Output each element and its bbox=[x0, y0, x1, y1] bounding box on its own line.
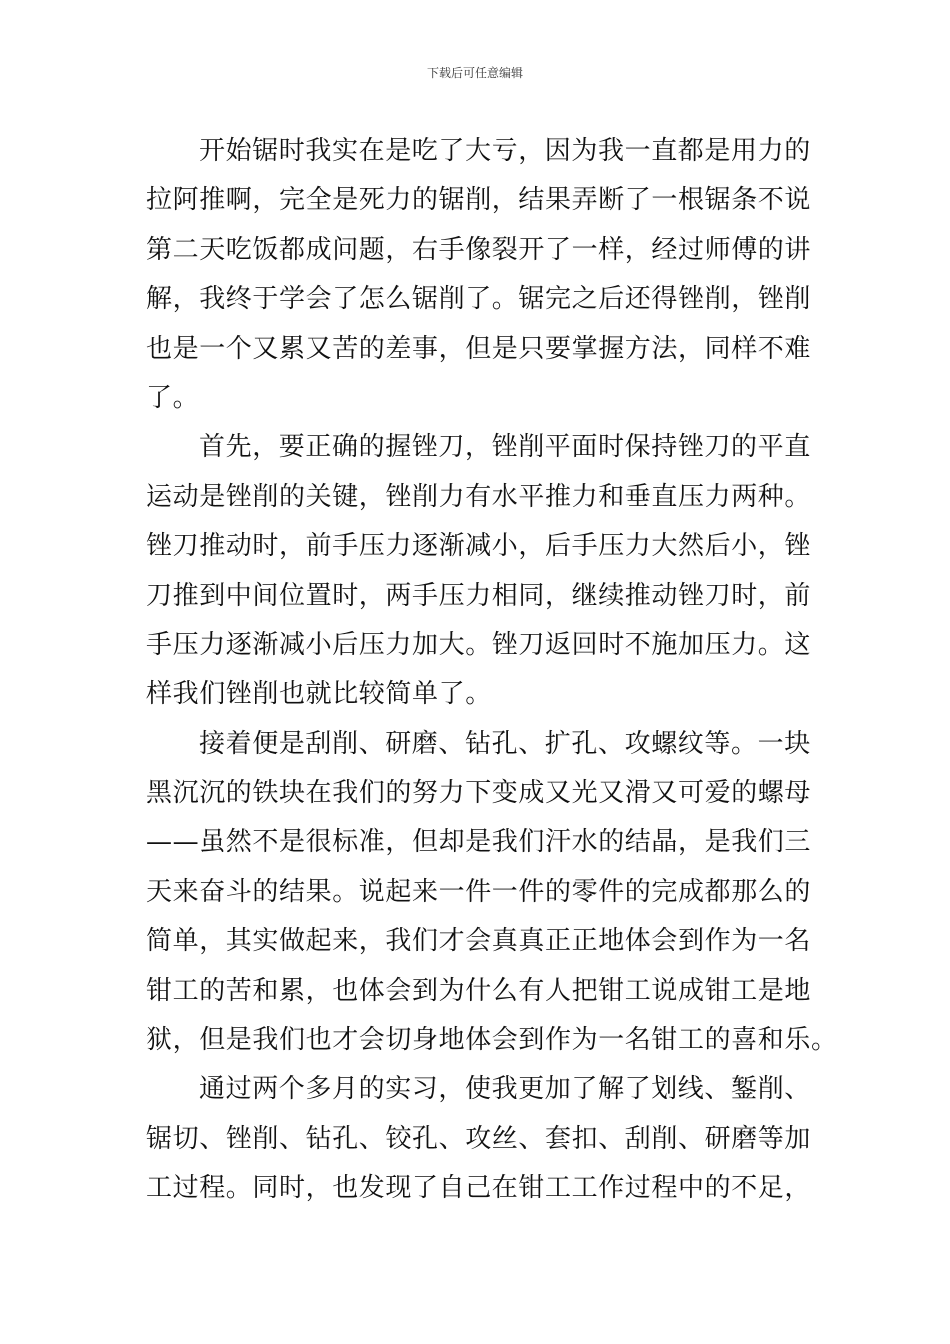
paragraph-1-line-4: 解，我终于学会了怎么锯削了。锯完之后还得锉削，锉削 bbox=[146, 284, 812, 315]
paragraph-3-line-6: 钳工的苦和累，也体会到为什么有人把钳工说成钳工是地 bbox=[146, 975, 812, 1006]
paragraph-3-line-7: 狱，但是我们也才会切身地体会到作为一名钳工的喜和乐。 bbox=[146, 1025, 838, 1056]
paragraph-3-line-3: ——虽然不是很标准，但却是我们汗水的结晶，是我们三 bbox=[146, 827, 812, 858]
paragraph-2-line-6: 样我们锉削也就比较简单了。 bbox=[146, 679, 492, 710]
paragraph-1-line-1: 开始锯时我实在是吃了大亏，因为我一直都是用力的 bbox=[199, 136, 811, 166]
document-body bbox=[146, 127, 838, 1214]
page-header-note: 下载后可任意编辑 bbox=[426, 66, 523, 80]
paragraph-3-line-4: 天来奋斗的结果。说起来一件一件的零件的完成都那么的 bbox=[146, 876, 812, 907]
paragraph-3-line-1: 接着便是刮削、研磨、钻孔、扩孔、攻螺纹等。一块 bbox=[199, 728, 811, 759]
paragraph-3-line-5: 简单，其实做起来，我们才会真真正正地体会到作为一名 bbox=[146, 926, 812, 957]
paragraph-4-line-3: 工过程。同时，也发现了自己在钳工工作过程中的不足， bbox=[146, 1173, 812, 1204]
paragraph-2-line-2: 运动是锉削的关键，锉削力有水平推力和垂直压力两种。 bbox=[146, 481, 812, 512]
paragraph-1-line-2: 拉阿推啊，完全是死力的锯削，结果弄断了一根锯条不说 bbox=[146, 185, 812, 216]
paragraph-1-line-3: 第二天吃饭都成问题，右手像裂开了一样，经过师傅的讲 bbox=[146, 234, 812, 265]
paragraph-2-line-1: 首先，要正确的握锉刀，锉削平面时保持锉刀的平直 bbox=[199, 432, 811, 463]
paragraph-4-line-2: 锯切、锉削、钻孔、铰孔、攻丝、套扣、刮削、研磨等加 bbox=[146, 1123, 812, 1154]
paragraph-3-line-2: 黑沉沉的铁块在我们的努力下变成又光又滑又可爱的螺母 bbox=[146, 778, 812, 809]
paragraph-2-line-4: 刀推到中间位置时，两手压力相同，继续推动锉刀时，前 bbox=[146, 580, 812, 611]
paragraph-2-line-3: 锉刀推动时，前手压力逐渐减小，后手压力大然后小，锉 bbox=[146, 531, 812, 562]
paragraph-4-line-1: 通过两个多月的实习，使我更加了解了划线、錾削、 bbox=[199, 1074, 811, 1105]
paragraph-2-line-5: 手压力逐渐减小后压力加大。锉刀返回时不施加压力。这 bbox=[146, 629, 812, 660]
paragraph-1-line-6: 了。 bbox=[146, 382, 200, 413]
paragraph-1-line-5: 也是一个又累又苦的差事，但是只要掌握方法，同样不难 bbox=[146, 333, 812, 364]
